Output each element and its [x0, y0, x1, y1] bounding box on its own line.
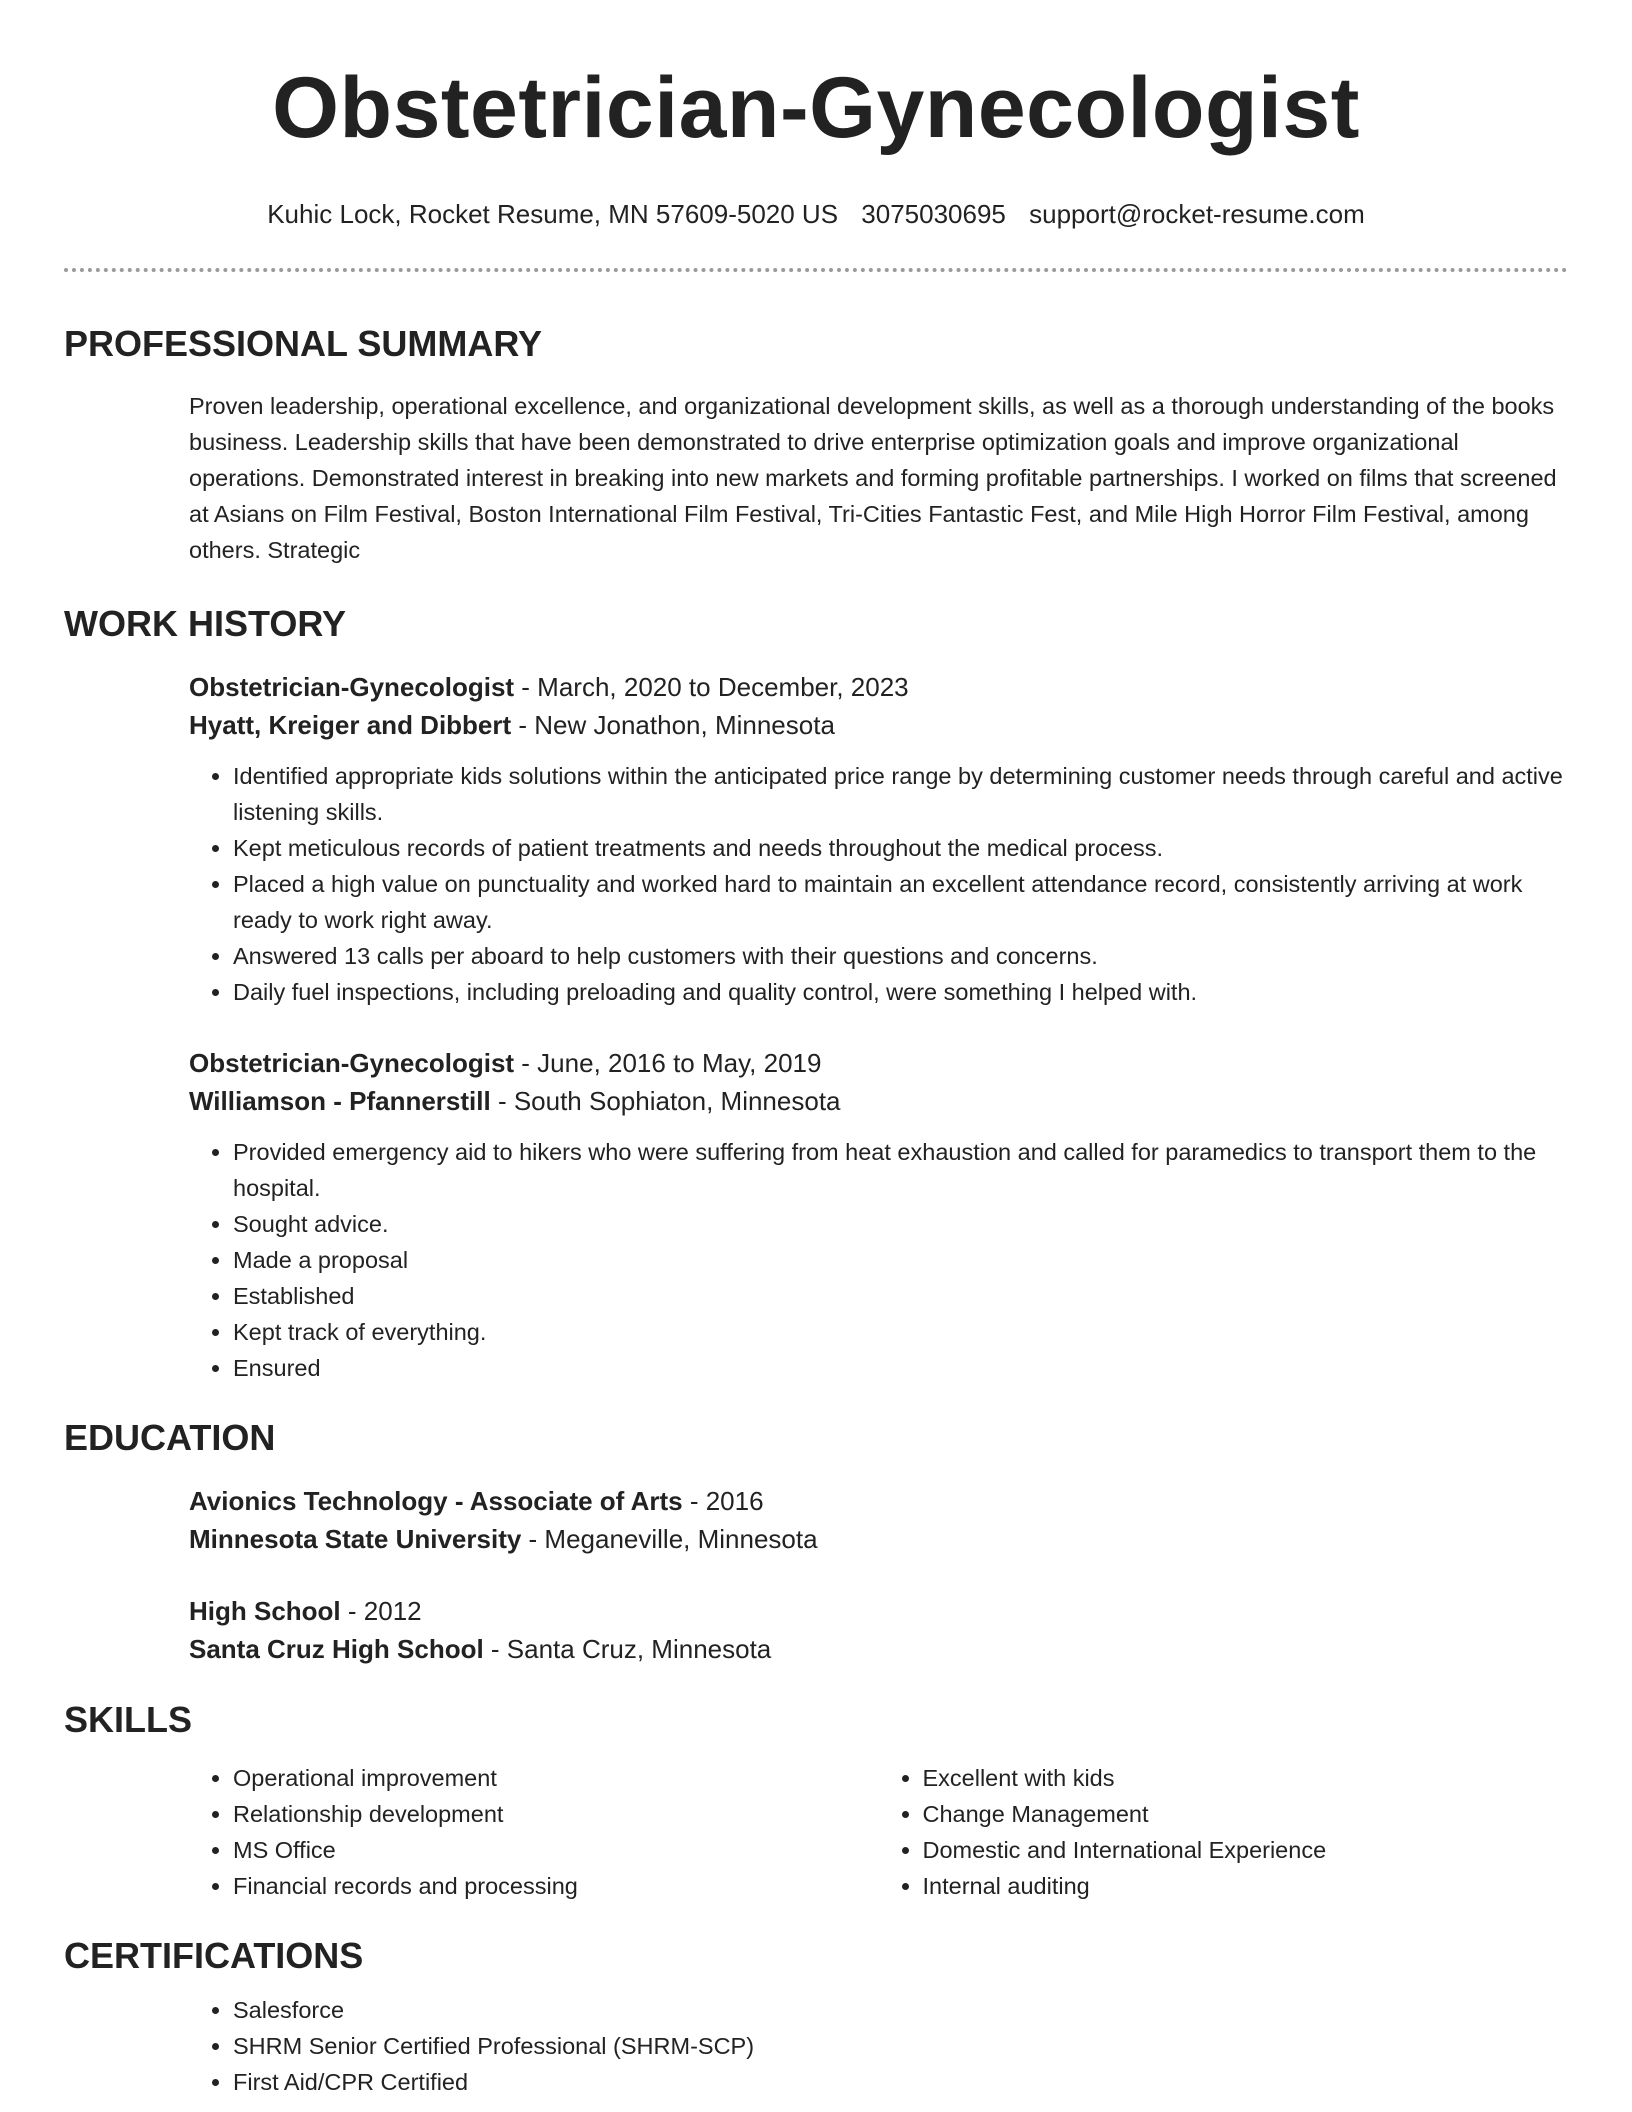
- list-item: • Relationship development: [233, 1796, 879, 1832]
- school-name: Santa Cruz High School: [189, 1634, 484, 1664]
- job-company-line: [189, 706, 1568, 744]
- job-title-line: [189, 1044, 1568, 1082]
- list-item: • First Aid/CPR Certified: [233, 2064, 1568, 2100]
- school-name: Minnesota State University: [189, 1524, 522, 1554]
- contact-line: [64, 196, 1568, 232]
- school-location: - Meganeville, Minnesota: [521, 1524, 818, 1554]
- job-company-line: [189, 1082, 1568, 1120]
- school-location: - Santa Cruz, Minnesota: [483, 1634, 772, 1664]
- job-company: Williamson - Pfannerstill: [189, 1086, 491, 1116]
- skills-section: [64, 1698, 1568, 1904]
- list-item: • Identified appropriate kids solutions within the anticipated price range by determining customer needs through careful and active listening skills.: [233, 758, 1568, 830]
- list-item: • Kept meticulous records of patient treatments and needs throughout the medical process.: [233, 830, 1568, 866]
- job-location: - South Sophiaton, Minnesota: [490, 1086, 841, 1116]
- work-history-section: [64, 602, 1568, 1386]
- list-item: • Excellent with kids: [923, 1760, 1569, 1796]
- list-item: • Financial records and processing: [233, 1868, 879, 1904]
- job-dates: - June, 2016 to May, 2019: [514, 1048, 822, 1078]
- contact-email: support@rocket-resume.com: [1029, 199, 1365, 229]
- job-role: Obstetrician-Gynecologist: [189, 672, 515, 702]
- list-item: • Provided emergency aid to hikers who were suffering from heat exhaustion and called for paramedics to transport them to the hospital.: [233, 1134, 1568, 1206]
- list-item: • Ensured: [233, 1350, 1568, 1386]
- school-line: [189, 1630, 1568, 1668]
- list-item: • Made a proposal: [233, 1242, 1568, 1278]
- job-dates: - March, 2020 to December, 2023: [514, 672, 909, 702]
- list-item: • Established: [233, 1278, 1568, 1314]
- summary-section: [64, 322, 1568, 568]
- job-entry: [189, 668, 1568, 1010]
- candidate-name: Obstetrician-Gynecologist: [272, 60, 1360, 156]
- certifications-list: [189, 1992, 1568, 2100]
- education-entry: [189, 1482, 1568, 1558]
- summary-heading: PROFESSIONAL SUMMARY: [64, 323, 543, 364]
- list-item: • Internal auditing: [923, 1868, 1569, 1904]
- degree-name: Avionics Technology - Associate of Arts: [189, 1486, 683, 1516]
- job-entry: [189, 1044, 1568, 1386]
- list-item: • MS Office: [233, 1832, 879, 1868]
- contact-address: Kuhic Lock, Rocket Resume, MN 57609-5020 US: [267, 199, 839, 229]
- list-item: • Answered 13 calls per aboard to help customers with their questions and concerns.: [233, 938, 1568, 974]
- skills-columns: [189, 1760, 1568, 1904]
- job-bullets: [189, 1134, 1568, 1386]
- certifications-heading: CERTIFICATIONS: [64, 1935, 364, 1976]
- degree-year: - 2016: [682, 1486, 764, 1516]
- list-item: • Sought advice.: [233, 1206, 1568, 1242]
- header-divider: [64, 268, 1568, 272]
- degree-line: [189, 1482, 1568, 1520]
- job-company: Hyatt, Kreiger and Dibbert: [189, 710, 512, 740]
- certifications-section: [64, 1934, 1568, 2100]
- list-item: • Placed a high value on punctuality and worked hard to maintain an excellent attendance record, consistently arriving at work ready to work right away.: [233, 866, 1568, 938]
- contact-phone: 3075030695: [861, 199, 1006, 229]
- list-item: • Change Management: [923, 1796, 1569, 1832]
- degree-line: [189, 1592, 1568, 1630]
- education-heading: EDUCATION: [64, 1417, 276, 1458]
- education-section: [64, 1416, 1568, 1668]
- skills-heading: SKILLS: [64, 1699, 193, 1740]
- list-item: • Daily fuel inspections, including preloading and quality control, were something I helped with.: [233, 974, 1568, 1010]
- job-title-line: [189, 668, 1568, 706]
- list-item: • Operational improvement: [233, 1760, 879, 1796]
- list-item: • Salesforce: [233, 1992, 1568, 2028]
- list-item: • Domestic and International Experience: [923, 1832, 1569, 1868]
- school-line: [189, 1520, 1568, 1558]
- skills-list-right: [879, 1760, 1569, 1904]
- education-entry: [189, 1592, 1568, 1668]
- degree-name: High School: [189, 1596, 341, 1626]
- job-location: - New Jonathon, Minnesota: [511, 710, 835, 740]
- list-item: • SHRM Senior Certified Professional (SHRM-SCP): [233, 2028, 1568, 2064]
- summary-text: Proven leadership, operational excellence, and organizational development skills, as well as a thorough understanding of the books business. Leadership skills that have been demonstrated to drive enterprise optimization goals and improve organizational operations. Demonstrated interest in breaking into new markets and forming profitable partnerships. I worked on films that screened at Asians on Film Festival, Boston International Film Festival, Tri-Cities Fantastic Fest, and Mile High Horror Film Festival, among others. Strategic: [189, 393, 1557, 563]
- work-history-heading: WORK HISTORY: [64, 603, 347, 644]
- skills-list-left: [189, 1760, 879, 1904]
- job-role: Obstetrician-Gynecologist: [189, 1048, 515, 1078]
- degree-year: - 2012: [340, 1596, 422, 1626]
- list-item: • Kept track of everything.: [233, 1314, 1568, 1350]
- job-bullets: [189, 758, 1568, 1010]
